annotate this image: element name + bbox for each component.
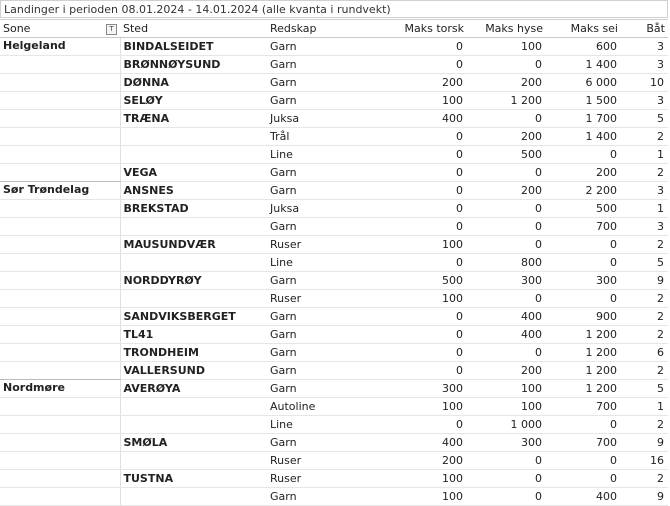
cell-maks-sei: 1 400	[546, 56, 621, 74]
cell-maks-hyse: 0	[467, 110, 546, 128]
col-header-maks-hyse[interactable]: Maks hyse	[467, 20, 546, 38]
cell-redskap: Garn	[267, 488, 367, 506]
cell-maks-torsk: 0	[367, 344, 467, 362]
cell-maks-sei: 1 200	[546, 362, 621, 380]
cell-baat: 3	[621, 218, 668, 236]
cell-sted: SANDVIKSBERGET	[120, 308, 267, 326]
cell-baat: 10	[621, 74, 668, 92]
cell-maks-sei: 0	[546, 452, 621, 470]
cell-baat: 3	[621, 182, 668, 200]
table-row	[0, 380, 668, 398]
cell-maks-torsk: 100	[367, 470, 467, 488]
cell-redskap: Garn	[267, 326, 367, 344]
cell-redskap: Autoline	[267, 398, 367, 416]
cell-sone	[0, 110, 120, 128]
cell-maks-sei: 0	[546, 254, 621, 272]
cell-sted: DØNNA	[120, 74, 267, 92]
cell-maks-torsk: 100	[367, 236, 467, 254]
cell-sted	[120, 290, 267, 308]
table-row	[0, 344, 668, 362]
cell-maks-torsk: 100	[367, 92, 467, 110]
table-row	[0, 200, 668, 218]
cell-redskap: Ruser	[267, 470, 367, 488]
cell-redskap: Garn	[267, 92, 367, 110]
cell-sted: ANSNES	[120, 182, 267, 200]
col-header-maks-torsk[interactable]: Maks torsk	[367, 20, 467, 38]
col-header-baat[interactable]: Båt	[621, 20, 668, 38]
table-row	[0, 488, 668, 506]
cell-sone	[0, 416, 120, 434]
cell-redskap: Ruser	[267, 290, 367, 308]
cell-sted: BRØNNØYSUND	[120, 56, 267, 74]
cell-maks-sei: 0	[546, 290, 621, 308]
filter-icon[interactable]: T	[106, 24, 117, 35]
cell-baat: 2	[621, 308, 668, 326]
cell-baat: 5	[621, 380, 668, 398]
cell-maks-hyse: 800	[467, 254, 546, 272]
cell-sone	[0, 236, 120, 254]
cell-maks-sei: 700	[546, 398, 621, 416]
cell-baat: 3	[621, 56, 668, 74]
cell-sone	[0, 362, 120, 380]
cell-sone: Nordmøre	[0, 380, 120, 398]
cell-sone	[0, 290, 120, 308]
cell-baat: 1	[621, 200, 668, 218]
cell-maks-torsk: 300	[367, 380, 467, 398]
cell-baat: 3	[621, 92, 668, 110]
cell-redskap: Line	[267, 146, 367, 164]
cell-redskap: Garn	[267, 218, 367, 236]
cell-maks-sei: 1 200	[546, 344, 621, 362]
cell-maks-torsk: 100	[367, 488, 467, 506]
cell-maks-torsk: 0	[367, 182, 467, 200]
cell-maks-torsk: 0	[367, 218, 467, 236]
table-row	[0, 146, 668, 164]
cell-sone	[0, 146, 120, 164]
cell-sted: BREKSTAD	[120, 200, 267, 218]
table-row	[0, 416, 668, 434]
table-row	[0, 236, 668, 254]
cell-baat: 5	[621, 110, 668, 128]
cell-sted	[120, 146, 267, 164]
cell-sted	[120, 254, 267, 272]
cell-baat: 3	[621, 38, 668, 56]
report-title: Landinger i perioden 08.01.2024 - 14.01.2024 (alle kvanta i rundvekt)	[0, 0, 668, 18]
table-row	[0, 452, 668, 470]
cell-sone	[0, 308, 120, 326]
cell-sted: VALLERSUND	[120, 362, 267, 380]
cell-redskap: Garn	[267, 380, 367, 398]
table-row	[0, 254, 668, 272]
cell-maks-torsk: 500	[367, 272, 467, 290]
table-row	[0, 182, 668, 200]
cell-sted	[120, 488, 267, 506]
cell-maks-sei: 500	[546, 200, 621, 218]
cell-sone	[0, 164, 120, 182]
cell-maks-torsk: 0	[367, 38, 467, 56]
col-header-redskap[interactable]: Redskap	[267, 20, 367, 38]
cell-sone	[0, 92, 120, 110]
cell-maks-torsk: 0	[367, 200, 467, 218]
cell-baat: 6	[621, 344, 668, 362]
cell-sted	[120, 218, 267, 236]
cell-maks-torsk: 0	[367, 128, 467, 146]
cell-redskap: Garn	[267, 74, 367, 92]
table-row	[0, 92, 668, 110]
table-row	[0, 362, 668, 380]
cell-maks-torsk: 400	[367, 434, 467, 452]
cell-maks-sei: 1 400	[546, 128, 621, 146]
cell-maks-hyse: 0	[467, 164, 546, 182]
cell-redskap: Garn	[267, 272, 367, 290]
cell-maks-torsk: 200	[367, 74, 467, 92]
cell-baat: 16	[621, 452, 668, 470]
cell-redskap: Garn	[267, 38, 367, 56]
cell-redskap: Garn	[267, 164, 367, 182]
cell-maks-hyse: 0	[467, 56, 546, 74]
cell-sone	[0, 434, 120, 452]
col-header-sted[interactable]: Sted	[120, 20, 267, 38]
col-header-sone[interactable]	[0, 20, 120, 38]
cell-maks-hyse: 1 000	[467, 416, 546, 434]
cell-redskap: Garn	[267, 344, 367, 362]
cell-maks-sei: 1 200	[546, 380, 621, 398]
cell-maks-hyse: 0	[467, 470, 546, 488]
cell-redskap: Ruser	[267, 452, 367, 470]
cell-sted: SELØY	[120, 92, 267, 110]
cell-sone	[0, 128, 120, 146]
table-row	[0, 164, 668, 182]
cell-sted: BINDALSEIDET	[120, 38, 267, 56]
cell-baat: 2	[621, 128, 668, 146]
cell-maks-sei: 900	[546, 308, 621, 326]
cell-baat: 9	[621, 488, 668, 506]
cell-maks-hyse: 0	[467, 452, 546, 470]
cell-redskap: Ruser	[267, 236, 367, 254]
cell-maks-hyse: 0	[467, 290, 546, 308]
cell-maks-hyse: 0	[467, 236, 546, 254]
cell-baat: 2	[621, 362, 668, 380]
cell-baat: 2	[621, 290, 668, 308]
cell-sted	[120, 128, 267, 146]
cell-maks-hyse: 100	[467, 398, 546, 416]
cell-baat: 9	[621, 434, 668, 452]
cell-sted: NORDDYRØY	[120, 272, 267, 290]
cell-sted: AVERØYA	[120, 380, 267, 398]
cell-sone	[0, 254, 120, 272]
cell-maks-hyse: 0	[467, 218, 546, 236]
cell-baat: 2	[621, 164, 668, 182]
cell-maks-sei: 1 700	[546, 110, 621, 128]
cell-sone	[0, 74, 120, 92]
cell-sted	[120, 398, 267, 416]
cell-baat: 2	[621, 416, 668, 434]
cell-maks-sei: 1 500	[546, 92, 621, 110]
cell-sone	[0, 452, 120, 470]
cell-maks-torsk: 100	[367, 398, 467, 416]
table-row	[0, 326, 668, 344]
cell-maks-torsk: 200	[367, 452, 467, 470]
table-row	[0, 398, 668, 416]
cell-maks-hyse: 400	[467, 308, 546, 326]
cell-sone	[0, 56, 120, 74]
cell-sted: TL41	[120, 326, 267, 344]
cell-maks-hyse: 300	[467, 434, 546, 452]
cell-redskap: Line	[267, 416, 367, 434]
cell-baat: 5	[621, 254, 668, 272]
cell-redskap: Garn	[267, 56, 367, 74]
cell-baat: 1	[621, 398, 668, 416]
table-row	[0, 110, 668, 128]
cell-maks-sei: 0	[546, 146, 621, 164]
cell-maks-sei: 0	[546, 236, 621, 254]
cell-maks-sei: 400	[546, 488, 621, 506]
cell-sted: MAUSUNDVÆR	[120, 236, 267, 254]
cell-sone	[0, 470, 120, 488]
table-row	[0, 218, 668, 236]
cell-maks-sei: 1 200	[546, 326, 621, 344]
cell-sted: TRÆNA	[120, 110, 267, 128]
cell-maks-torsk: 0	[367, 164, 467, 182]
cell-sone	[0, 200, 120, 218]
cell-maks-hyse: 200	[467, 128, 546, 146]
cell-maks-hyse: 200	[467, 182, 546, 200]
cell-sone	[0, 326, 120, 344]
cell-maks-torsk: 0	[367, 308, 467, 326]
cell-sted: TUSTNA	[120, 470, 267, 488]
cell-sone	[0, 272, 120, 290]
table-row	[0, 434, 668, 452]
cell-maks-torsk: 0	[367, 254, 467, 272]
cell-maks-torsk: 0	[367, 416, 467, 434]
landings-table	[0, 19, 668, 506]
table-row	[0, 290, 668, 308]
cell-sted: SMØLA	[120, 434, 267, 452]
cell-maks-sei: 200	[546, 164, 621, 182]
cell-maks-hyse: 1 200	[467, 92, 546, 110]
cell-maks-hyse: 200	[467, 362, 546, 380]
cell-maks-sei: 300	[546, 272, 621, 290]
cell-maks-hyse: 100	[467, 380, 546, 398]
cell-sted: VEGA	[120, 164, 267, 182]
table-row	[0, 308, 668, 326]
cell-maks-hyse: 0	[467, 200, 546, 218]
cell-maks-sei: 6 000	[546, 74, 621, 92]
cell-sone: Sør Trøndelag	[0, 182, 120, 200]
table-row	[0, 74, 668, 92]
table-row	[0, 56, 668, 74]
cell-maks-hyse: 0	[467, 344, 546, 362]
cell-baat: 9	[621, 272, 668, 290]
cell-maks-hyse: 200	[467, 74, 546, 92]
cell-maks-torsk: 100	[367, 290, 467, 308]
cell-maks-sei: 0	[546, 470, 621, 488]
cell-maks-torsk: 0	[367, 362, 467, 380]
cell-sted	[120, 416, 267, 434]
cell-sone: Helgeland	[0, 38, 120, 56]
cell-baat: 2	[621, 470, 668, 488]
cell-sted	[120, 452, 267, 470]
cell-sone	[0, 488, 120, 506]
cell-maks-torsk: 0	[367, 326, 467, 344]
cell-redskap: Garn	[267, 434, 367, 452]
cell-redskap: Garn	[267, 308, 367, 326]
cell-baat: 2	[621, 236, 668, 254]
cell-maks-sei: 0	[546, 416, 621, 434]
cell-redskap: Juksa	[267, 200, 367, 218]
table-row	[0, 128, 668, 146]
cell-baat: 1	[621, 146, 668, 164]
cell-maks-torsk: 400	[367, 110, 467, 128]
cell-maks-torsk: 0	[367, 56, 467, 74]
cell-maks-sei: 700	[546, 218, 621, 236]
col-header-sone-label: Sone	[3, 21, 31, 35]
cell-redskap: Garn	[267, 362, 367, 380]
cell-maks-hyse: 500	[467, 146, 546, 164]
cell-redskap: Trål	[267, 128, 367, 146]
cell-redskap: Line	[267, 254, 367, 272]
cell-maks-torsk: 0	[367, 146, 467, 164]
col-header-maks-sei[interactable]: Maks sei	[546, 20, 621, 38]
cell-redskap: Garn	[267, 182, 367, 200]
cell-maks-hyse: 300	[467, 272, 546, 290]
cell-maks-sei: 700	[546, 434, 621, 452]
table-row	[0, 470, 668, 488]
cell-sted: TRONDHEIM	[120, 344, 267, 362]
table-row	[0, 38, 668, 56]
cell-maks-hyse: 100	[467, 38, 546, 56]
cell-baat: 2	[621, 326, 668, 344]
cell-maks-hyse: 0	[467, 488, 546, 506]
cell-maks-hyse: 400	[467, 326, 546, 344]
cell-maks-sei: 600	[546, 38, 621, 56]
cell-maks-sei: 2 200	[546, 182, 621, 200]
cell-redskap: Juksa	[267, 110, 367, 128]
cell-sone	[0, 398, 120, 416]
header-row	[0, 20, 668, 38]
cell-sone	[0, 218, 120, 236]
cell-sone	[0, 344, 120, 362]
table-row	[0, 272, 668, 290]
